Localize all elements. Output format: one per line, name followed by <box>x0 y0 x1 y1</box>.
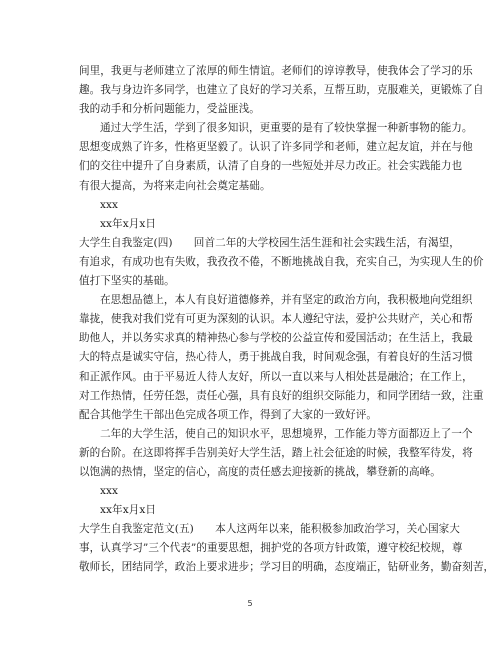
section-heading-line: 大学生自我鉴定(四) 回首二年的大学校园生活生涯和社会实践生活，有渴望， <box>79 236 460 249</box>
text-line: 配合其他学生干部出色完成各项工作，得到了大家的一致好评。 <box>79 408 378 421</box>
paragraph-start-line: 在思想品德上，本人有良好道德修养，并有坚定的政治方向，我积极地向党组织 <box>100 294 473 307</box>
text-line: 事，认真学习”三个代表”的重要思想，拥护党的各项方针政策，遵守校纪校规，尊 <box>79 542 463 555</box>
paragraph-start-line: 通过大学生活，学到了很多知识，更重要的是有了较快掌握一种新事物的能力。 <box>100 122 473 135</box>
text-line: 有很大提高，为将来走向社会奠定基础。 <box>79 179 271 192</box>
text-line: 我的动手和分析问题能力，受益匪浅。 <box>79 103 260 116</box>
signature-date: xx年x月x日 <box>100 217 157 230</box>
text-line: 敬师长，团结同学，政治上要求进步；学习目的明确，态度端正，钻研业务，勤奋刻苦， <box>79 561 495 574</box>
signature-date: xx年x月x日 <box>100 504 157 517</box>
section-heading-line: 大学生自我鉴定范文(五) 本人这两年以来，能积极参加政治学习，关心国家大 <box>79 523 460 536</box>
text-line: 助他人，并以务实求真的精神热心参与学校的公益宣传和爱国活动；在生活上，我最 <box>79 332 473 345</box>
page-number: 5 <box>247 599 253 608</box>
text-line: 趣。我与身边许多同学，也建立了良好的学习关系，互帮互助，克服难关，更锻炼了自 <box>79 84 484 97</box>
text-line: 靠拢，使我对我们党有可更为深刻的认识。本人遵纪守法，爱护公共财产，关心和帮 <box>79 313 473 326</box>
text-line: 值打下坚实的基础。 <box>79 275 175 288</box>
paragraph-start-line: 二年的大学生活，使自己的知识水平，思想境界，工作能力等方面都迈上了一个 <box>100 427 473 440</box>
signature-name: xxx <box>100 485 119 498</box>
text-line: 新的台阶。在这即将挥手告别美好大学生活，踏上社会征途的时候，我整军待发，将 <box>79 446 473 459</box>
signature-name: xxx <box>100 198 119 211</box>
text-line: 思想变成熟了许多，性格更坚毅了。认识了许多同学和老师，建立起友谊，并在与他 <box>79 141 473 154</box>
text-line: 间里，我更与老师建立了浓厚的师生情谊。老师们的谆谆教导，使我体会了学习的乐 <box>79 65 473 77</box>
text-line: 和正派作风。由于平易近人待人友好，所以一直以来与人相处甚是融洽；在工作上， <box>79 370 473 383</box>
text-line: 对工作热情，任劳任怨，责任心强，具有良好的组织交际能力，和同学团结一致，注重 <box>79 389 484 402</box>
text-line: 大的特点是诚实守信，热心待人，勇于挑战自我，时间观念强，有着良好的生活习惯 <box>79 351 473 364</box>
document-body <box>79 62 495 578</box>
text-line: 有追求，有成功也有失败，我孜孜不倦，不断地挑战自我，充实自己，为实现人生的价 <box>79 255 484 268</box>
text-line: 们的交往中提升了自身素质，认清了自身的一些短处并尽力改正。社会实践能力也 <box>79 160 463 173</box>
text-line: 以饱满的热情，坚定的信心，高度的责任感去迎接新的挑战，攀登新的高峰。 <box>79 465 441 478</box>
